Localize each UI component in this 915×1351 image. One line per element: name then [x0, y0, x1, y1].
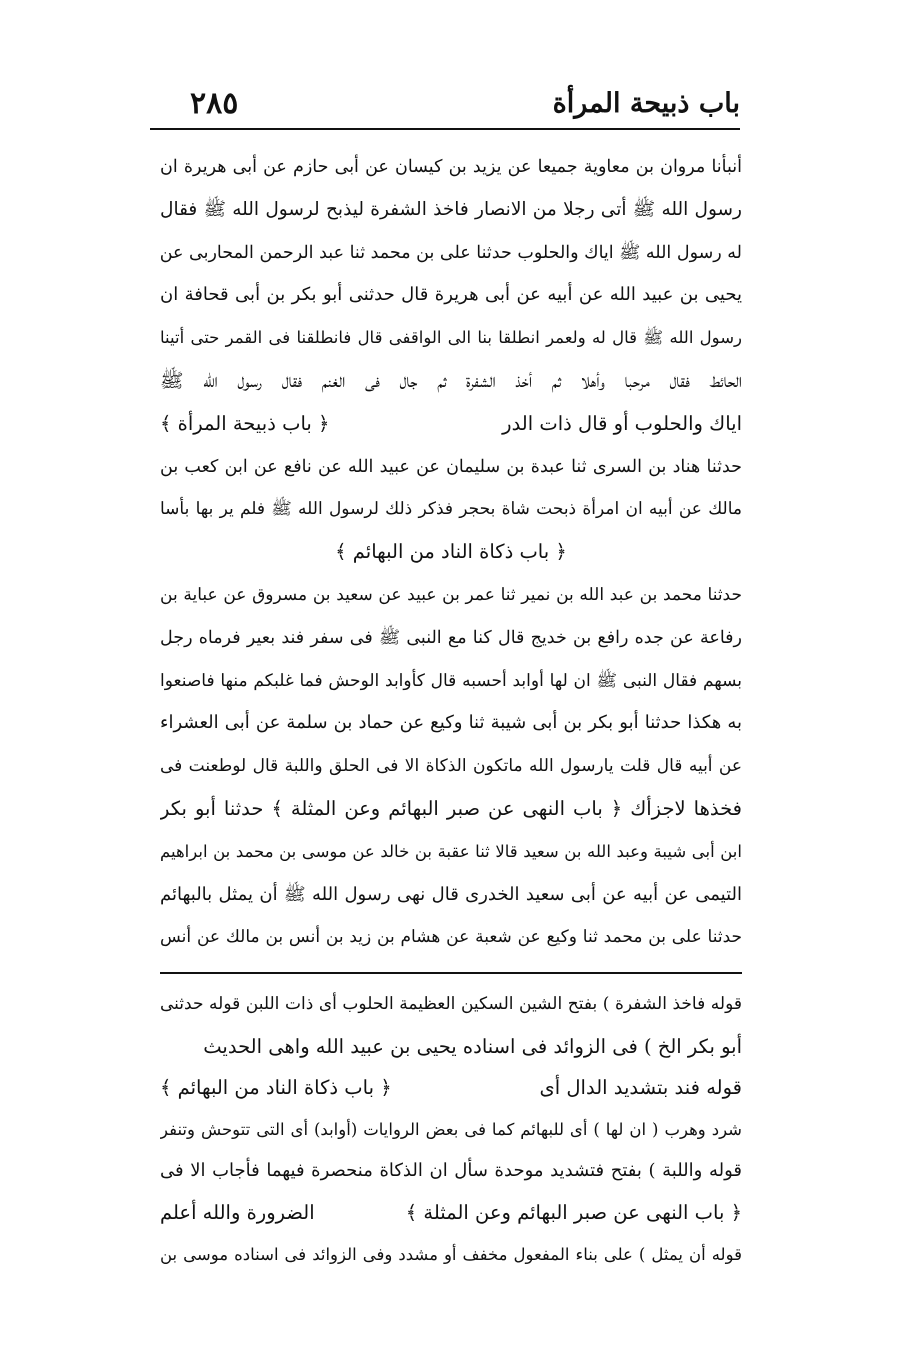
footnotes — [160, 984, 742, 1275]
text-line-11: حدثنا محمد بن عبد الله بن نمير ثنا عمر بن عبيد عن سعيد بن مسروق عن عباية بن — [160, 584, 742, 605]
note-heading-stray-animals: ﴿ باب ذكاة الناد من البهائم ﴾ — [160, 1076, 392, 1100]
note-line-1: قوله فاخذ الشفرة ) بفتح الشين السكين العظيمة الحلوب أى ذات اللبن قوله حدثنى — [160, 994, 742, 1014]
note-line-6-text: الضرورة والله أعلم — [160, 1200, 315, 1224]
note-line-5: قوله واللبة ) بفتح فتشديد موحدة سأل ان الذكاة منحصرة فيهما فأجاب الا فى — [160, 1160, 742, 1182]
text-line-4: يحيى بن عبيد الله عن أبيه عن أبى هريرة قال حدثنى أبو بكر بن أبى قحافة ان — [160, 284, 742, 306]
note-line-6 — [160, 1192, 742, 1234]
header-rule — [150, 128, 740, 130]
main-text — [160, 146, 742, 959]
note-line-7: قوله أن يمثل ) على بناء المفعول مخفف أو مشدد وفى الزوائد فى اسناده موسى بن — [160, 1244, 742, 1264]
text-line-1: أنبأنا مروان بن معاوية جميعا عن يزيد بن كيسان عن أبى حازم عن أبى هريرة ان — [160, 157, 742, 177]
page-header — [150, 84, 740, 130]
text-line-13: بسهم فقال النبى ﷺ ان لها أوابد أحسبه قال كأوابد الوحش فما غلبكم منها فاصنعوا — [160, 670, 742, 691]
text-line-5: رسول الله ﷺ قال له ولعمر انطلقا بنا الى الواقفى قال فانطلقنا فى القمر حتى أتينا — [160, 328, 742, 348]
chapter-heading-woman-slaughter: ﴿ باب ذبيحة المرأة ﴾ — [160, 411, 330, 435]
note-line-3-text: قوله فند بتشديد الدال أى — [539, 1076, 742, 1100]
text-line-12: رفاعة عن جده رافع بن خديج قال كنا مع النبى ﷺ فى سفر فند بعير فرماه رجل — [160, 627, 742, 648]
note-line-3 — [160, 1067, 742, 1109]
text-line-7 — [160, 403, 742, 446]
text-line-18: التيمى عن أبيه عن أبى سعيد الخدرى قال نهى رسول الله ﷺ أن يمثل بالبهائم — [160, 883, 742, 905]
text-line-17: ابن أبى شيبة وعبد الله بن سعيد قالا ثنا عقبة بن خالد عن موسى بن محمد بن ابراهيم — [160, 841, 742, 861]
text-line-16: فخذها لاجزأك ﴿ باب النهى عن صبر البهائم وعن المثلة ﴾ حدثنا أبو بكر — [160, 796, 742, 820]
footnote-rule — [160, 972, 742, 974]
text-line-9: مالك عن أبيه ان امرأة ذبحت شاة بحجر فذكر ذلك لرسول الله ﷺ فلم ير بها بأسا — [160, 499, 742, 520]
chapter-heading-stray-animals: ﴿ باب ذكاة الناد من البهائم ﴾ — [335, 540, 567, 564]
text-line-8: حدثنا هناد بن السرى ثنا عبدة بن سليمان عن عبيد الله عن نافع عن ابن كعب بن — [160, 456, 742, 477]
running-title: باب ذبيحة المرأة — [552, 88, 740, 119]
text-line-15: عن أبيه قال قلت يارسول الله ماتكون الذكاة الا فى الحلق واللبة قال لوطعنت فى — [160, 756, 742, 777]
page-number: ٢٨٥ — [190, 86, 239, 121]
text-line-7-text: اياك والحلوب أو قال ذات الدر — [502, 411, 742, 435]
note-line-2: أبو بكر الخ ) فى الزوائد فى اسناده يحيى بن عبيد الله واهى الحديث — [203, 1034, 742, 1058]
note-heading-mutilation: ﴿ باب النهى عن صبر البهائم وعن المثلة ﴾ — [405, 1200, 742, 1224]
text-line-14: به هكذا حدثنا أبو بكر بن أبى شيبة ثنا وكيع عن حماد بن سلمة عن أبى العشراء — [160, 712, 742, 734]
text-line-19: حدثنا على بن محمد ثنا وكيع عن شعبة عن هشام بن زيد بن أنس بن مالك عن أنس — [160, 927, 742, 948]
text-line-6: الحائط فقال مرحبا وأهلا ثم أخذ الشفرة ثم جال فى الغنم فقال رسول الله ﷺ — [160, 368, 742, 392]
note-line-4: شرد وهرب ( ان لها ) أى للبهائم كما فى بعض الروايات (أوابد) أى التى تتوحش وتنفر — [160, 1119, 742, 1139]
text-line-3: له رسول الله ﷺ اياك والحلوب حدثنا على بن محمد ثنا عبد الرحمن المحاربى عن — [160, 242, 742, 263]
text-line-2: رسول الله ﷺ أتى رجلا من الانصار فاخذ الشفرة ليذبح لرسول الله ﷺ فقال — [160, 198, 742, 220]
